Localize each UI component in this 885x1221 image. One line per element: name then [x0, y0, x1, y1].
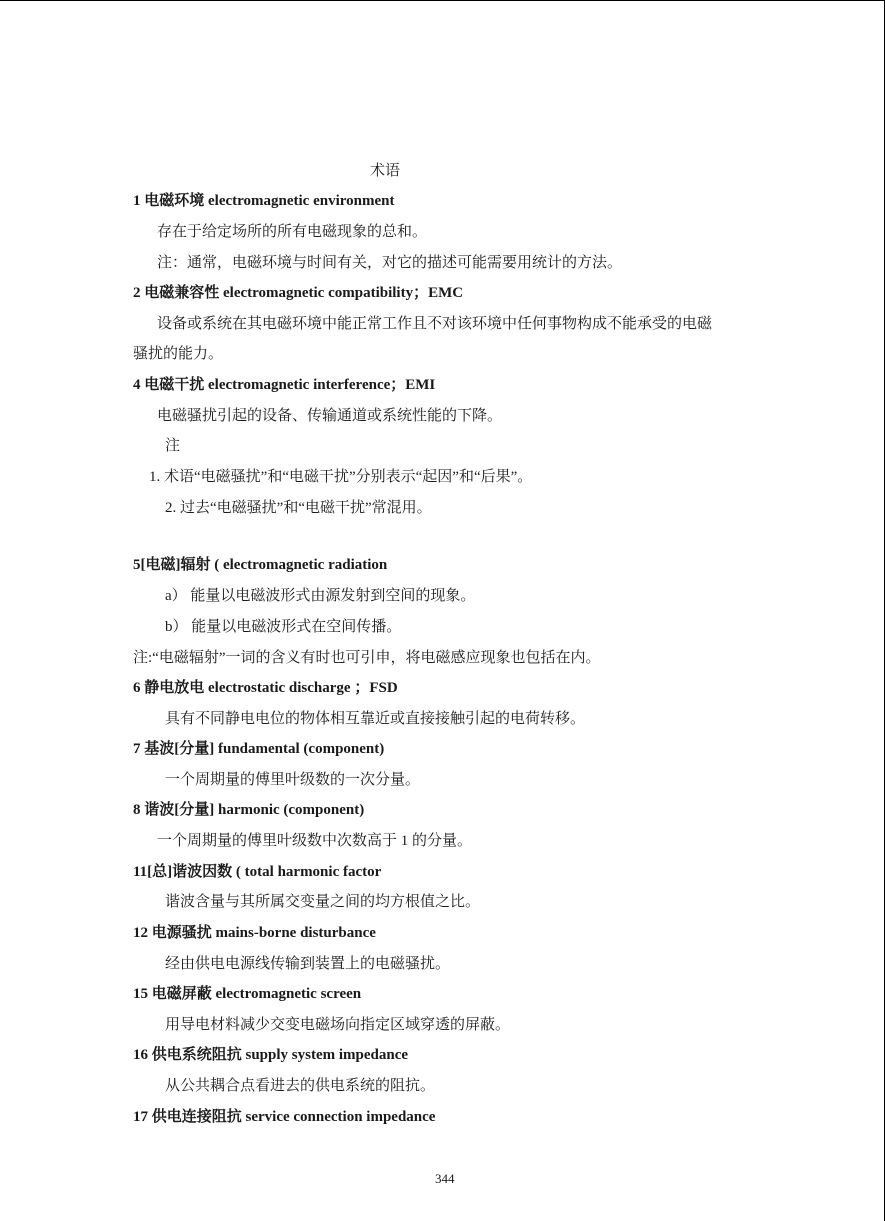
definition-1: 存在于给定场所的所有电磁现象的总和。	[157, 224, 428, 240]
definition-7: 一个周期量的傅里叶级数的一次分量。	[165, 772, 421, 788]
term-11: 11[总]谐波因数 ( total harmonic factor	[133, 864, 382, 880]
note-4-label: 注	[165, 438, 181, 454]
term-15: 15 电磁屏蔽 electromagnetic screen	[133, 986, 362, 1002]
term-4: 4 电磁干扰 electromagnetic interference；EMI	[133, 377, 436, 393]
definition-15: 用导电材料减少交变电磁场向指定区域穿透的屏蔽。	[165, 1017, 511, 1033]
definition-12: 经由供电电源线传输到装置上的电磁骚扰。	[165, 956, 451, 972]
term-2: 2 电磁兼容性 electromagnetic compatibility；EMC	[133, 285, 464, 301]
term-8: 8 谐波[分量] harmonic (component)	[133, 802, 365, 818]
definition-8: 一个周期量的傅里叶级数中次数高于 1 的分量。	[157, 833, 473, 849]
definition-5a: a） 能量以电磁波形式由源发射到空间的现象。	[165, 588, 476, 604]
page-number: 344	[435, 1171, 455, 1186]
term-6: 6 静电放电 electrostatic discharge ；FSD	[133, 680, 398, 696]
definition-6: 具有不同静电电位的物体相互靠近或直接接触引起的电荷转移。	[165, 711, 586, 727]
term-12: 12 电源骚扰 mains-borne disturbance	[133, 925, 376, 941]
definition-2-line-2: 骚扰的能力。	[133, 346, 224, 362]
definition-11: 谐波含量与其所属交变量之间的均方根值之比。	[165, 894, 481, 910]
term-5: 5[电磁]辐射 ( electromagnetic radiation	[133, 557, 388, 573]
term-17: 17 供电连接阻抗 service connection impedance	[133, 1109, 436, 1125]
page-title: 术语	[370, 163, 401, 179]
note-1: 注：通常，电磁环境与时间有关，对它的描述可能需要用统计的方法。	[157, 255, 623, 271]
note-4-item-2: 2. 过去“电磁骚扰”和“电磁干扰”常混用。	[165, 500, 432, 516]
definition-16: 从公共耦合点看进去的供电系统的阻抗。	[165, 1078, 436, 1094]
term-7: 7 基波[分量] fundamental (component)	[133, 741, 385, 757]
note-5: 注:“电磁辐射”一词的含义有时也可引申，将电磁感应现象也包括在内。	[133, 650, 601, 666]
term-16: 16 供电系统阻抗 supply system impedance	[133, 1047, 409, 1063]
definition-4: 电磁骚扰引起的设备、传输通道或系统性能的下降。	[157, 408, 503, 424]
term-1: 1 电磁环境 electromagnetic environment	[133, 193, 395, 209]
note-4-item-1: 1. 术语“电磁骚扰”和“电磁干扰”分别表示“起因”和“后果”。	[149, 469, 533, 485]
definition-2-line-1: 设备或系统在其电磁环境中能正常工作且不对该环境中任何事物构成不能承受的电磁	[157, 316, 713, 332]
definition-5b: b） 能量以电磁波形式在空间传播。	[165, 619, 402, 635]
